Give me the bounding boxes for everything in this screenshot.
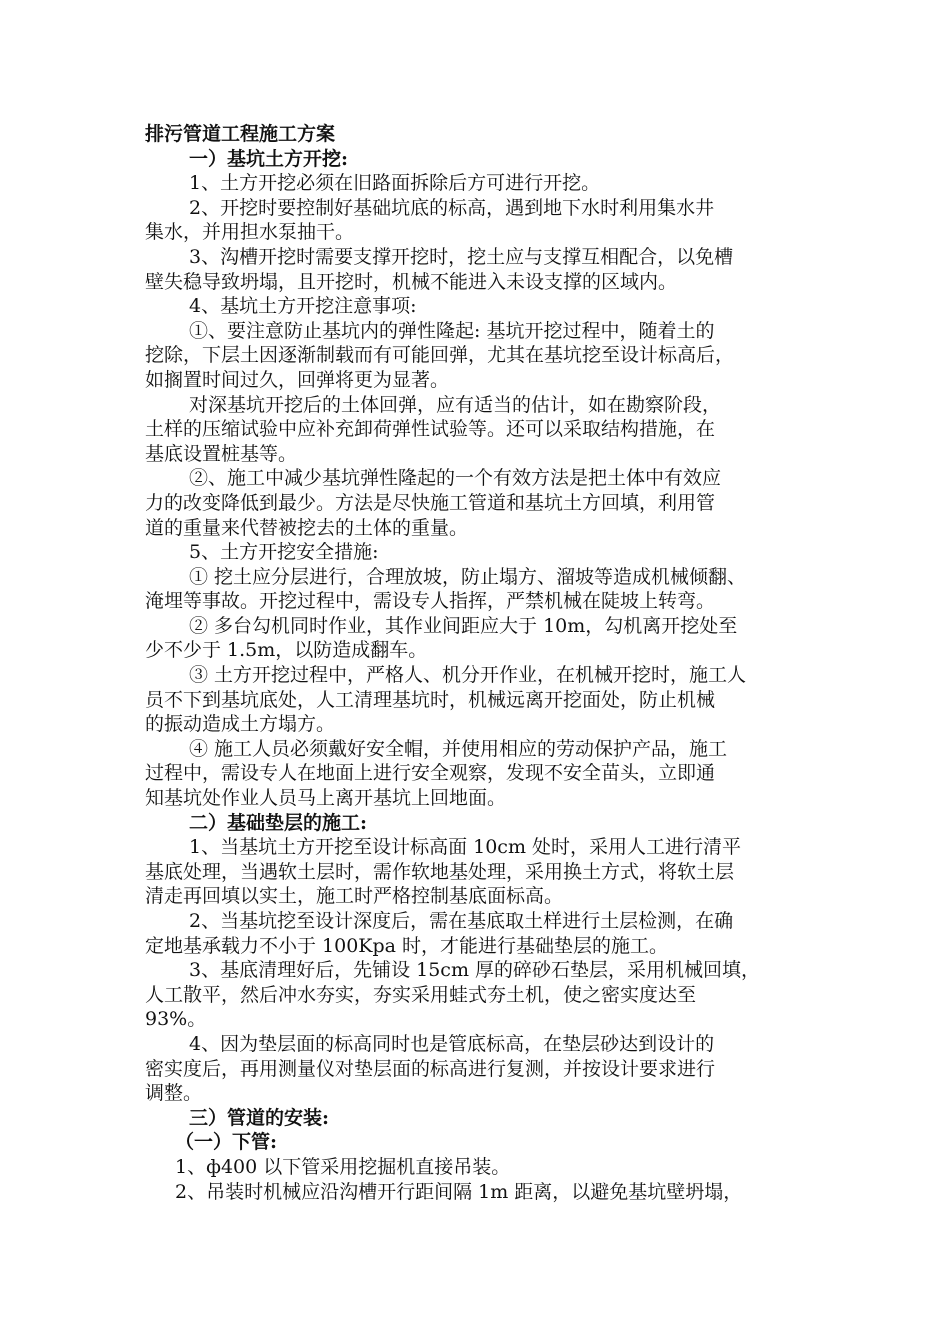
paragraph-line: 1、当基坑土方开挖至设计标高面 10cm 处时，采用人工进行清平 bbox=[189, 836, 742, 859]
subsection-heading: （一）下管: bbox=[175, 1131, 278, 1154]
paragraph-line: ④ 施工人员必须戴好安全帽，并使用相应的劳动保护产品，施工 bbox=[189, 737, 728, 760]
paragraph-line: 密实度后，再用测量仪对垫层面的标高进行复测，并按设计要求进行 bbox=[145, 1057, 716, 1080]
paragraph-line: 少不少于 1.5m，以防造成翻车。 bbox=[145, 639, 428, 662]
section-heading: 一）基坑土方开挖: bbox=[189, 147, 349, 170]
paragraph-line: ②、施工中减少基坑弹性隆起的一个有效方法是把土体中有效应 bbox=[189, 467, 722, 490]
paragraph-line: 人工散平，然后冲水夯实，夯实采用蛙式夯土机，使之密实度达至 bbox=[145, 983, 697, 1006]
document-title: 排污管道工程施工方案 bbox=[145, 123, 336, 145]
paragraph-line: 93%。 bbox=[145, 1008, 207, 1031]
document-lines bbox=[145, 147, 815, 1205]
section-heading: 三）管道的安装: bbox=[189, 1106, 330, 1129]
paragraph-line: 如搁置时间过久，回弹将更为显著。 bbox=[145, 368, 450, 391]
paragraph-line: 的振动造成土方塌方。 bbox=[145, 713, 336, 736]
paragraph-line: ② 多台勾机同时作业，其作业间距应大于 10m，勾机离开挖处至 bbox=[189, 614, 738, 637]
paragraph-line: 基底设置桩基等。 bbox=[145, 442, 298, 465]
paragraph-line: 3、基底清理好后，先铺设 15cm 厚的碎砂石垫层，采用机械回填， bbox=[189, 959, 761, 982]
paragraph-line: 1、ф400 以下管采用挖掘机直接吊装。 bbox=[175, 1155, 511, 1178]
paragraph-line: 3、沟槽开挖时需要支撑开挖时，挖土应与支撑互相配合，以免槽 bbox=[189, 245, 734, 268]
paragraph-line: 壁失稳导致坍塌，且开挖时，机械不能进入未设支撑的区域内。 bbox=[145, 270, 678, 293]
section-heading: 二）基础垫层的施工: bbox=[189, 811, 368, 834]
paragraph-line: 1、土方开挖必须在旧路面拆除后方可进行开挖。 bbox=[189, 172, 601, 195]
paragraph-line: 对深基坑开挖后的土体回弹，应有适当的估计，如在勘察阶段， bbox=[189, 393, 722, 416]
paragraph-line: 知基坑处作业人员马上离开基坑上回地面。 bbox=[145, 787, 507, 810]
paragraph-line: 定地基承载力不小于 100Kpa 时，才能进行基础垫层的施工。 bbox=[145, 934, 669, 957]
paragraph-line: 基底处理，当遇软土层时，需作软地基处理，采用换土方式，将软土层 bbox=[145, 860, 735, 883]
paragraph-line: 挖除，下层土因逐渐制载而有可能回弹，尤其在基坑挖至设计标高后， bbox=[145, 344, 735, 367]
paragraph-line: 土样的压缩试验中应补充卸荷弹性试验等。还可以采取结构措施，在 bbox=[145, 418, 716, 441]
paragraph-line: 4、基坑土方开挖注意事项: bbox=[189, 295, 417, 318]
paragraph-line: 集水，并用担水泵抽干。 bbox=[145, 221, 355, 244]
paragraph-line: 淹埋等事故。开挖过程中，需设专人指挥，严禁机械在陡坡上转弯。 bbox=[145, 590, 716, 613]
paragraph-line: 2、吊装时机械应沿沟槽开行距间隔 1m 距离，以避免基坑壁坍塌， bbox=[175, 1180, 743, 1203]
paragraph-line: 调整。 bbox=[145, 1082, 203, 1105]
paragraph-line: 清走再回填以实土，施工时严格控制基底面标高。 bbox=[145, 885, 564, 908]
paragraph-line: 员不下到基坑底处，人工清理基坑时，机械远离开挖面处，防止机械 bbox=[145, 688, 716, 711]
paragraph-line: 2、当基坑挖至设计深度后，需在基底取土样进行土层检测，在确 bbox=[189, 910, 734, 932]
paragraph-line: 2、开挖时要控制好基础坑底的标高，遇到地下水时利用集水井 bbox=[189, 196, 715, 219]
document-body bbox=[145, 122, 815, 1204]
paragraph-line: ①、要注意防止基坑内的弹性隆起: 基坑开挖过程中，随着土的 bbox=[189, 319, 715, 342]
paragraph-line: 4、因为垫层面的标高同时也是管底标高，在垫层砂达到设计的 bbox=[189, 1032, 715, 1055]
paragraph-line: ③ 土方开挖过程中，严格人、机分开作业，在机械开挖时，施工人 bbox=[189, 664, 747, 687]
paragraph-line: 力的改变降低到最少。方法是尽快施工管道和基坑土方回填，利用管 bbox=[145, 491, 716, 514]
paragraph-line: ① 挖土应分层进行，合理放坡，防止塌方、溜坡等造成机械倾翻、 bbox=[189, 565, 747, 588]
paragraph-line: 过程中，需设专人在地面上进行安全观察，发现不安全苗头，立即通 bbox=[145, 762, 716, 785]
paragraph-line: 道的重量来代替被挖去的土体的重量。 bbox=[145, 516, 469, 539]
paragraph-line: 5、土方开挖安全措施: bbox=[189, 541, 379, 564]
